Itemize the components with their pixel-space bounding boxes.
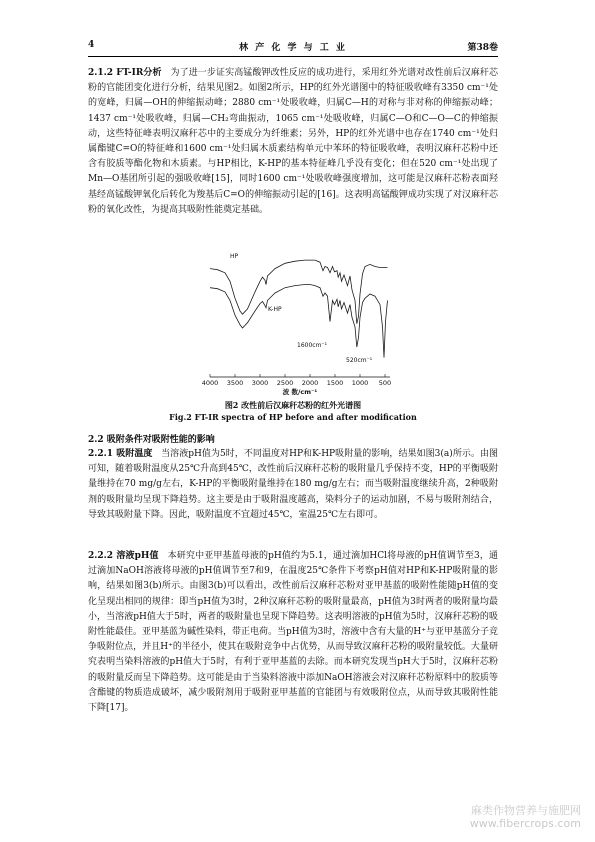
section-2-2-2-body: 本研究中亚甲基蓝母液的pH值约为5.1，通过滴加HCl将母液的pH值调节至3，通过滴加NaOH溶液将母液的pH值调节至7和9，在温度25℃条件下考察pH值对HP和K-HP吸附量的影响，结果如图3(b)所示。由图3(b)可以看出，改性前后汉麻秆芯粉对亚甲基蓝的吸附性能随pH值的变化呈现出相同的规律：即当pH值为3时，2种汉麻秆芯粉的吸附量最高，pH值为3时两者的吸附量均最小，当溶液pH值大于5时，两者的吸附量也呈现下降趋势。这表明溶液的pH值为5时，汉麻秆芯粉的吸附性能最佳。亚甲基蓝为碱性染料，带正电荷。当pH值为3时，溶液中含有大量的H⁺与亚甲基蓝分子竞争吸附位点，并且H⁺的半径小，使其在吸附竞争中占优势，从而导致汉麻秆芯粉的吸附量较低。大量研究表明当染料溶液的pH值大于5时，有利于亚甲基蓝的去除。而本研究发现当pH大于5时，汉麻秆芯粉的吸附量反而呈下降趋势。这可能是由于当染料溶液中添加NaOH溶液会对汉麻秆芯粉原料中的胶质等含酯键的物质造成破坏，减少吸附剂用于吸附亚甲基蓝的官能团与有效吸附位点，从而导致其吸附性能下降[17]。 [88,551,499,714]
figure-caption-en: Fig.2 FT-IR spectra of HP before and after modification [169,412,417,422]
ftir-chart [200,252,400,397]
x-tick-label: 4000 [201,379,219,387]
section-2-1-2-title: 2.1.2 FT-IR分析 [88,68,162,78]
volume-label: 第38卷 [467,43,498,53]
x-axis-label: 波 数/cm⁻¹ [282,388,318,396]
section-2-2-2-title: 2.2.2 溶液pH值 [88,551,159,561]
section-2-1-2-body: 为了进一步证实高锰酸钾改性反应的成功进行，采用红外光谱对改性前后汉麻秆芯粉的官能团变化进行分析，结果见图2。如图2所示，HP的红外光谱图中的特征吸收峰有3350 cm⁻¹处的宽峰，归属—OH的伸缩振动峰；2880 cm⁻¹处吸收峰，归属C—H的对称与非对称的伸缩振动峰；1437 cm⁻¹处吸收峰，归属—CH₂弯曲振动，1065 cm⁻¹处吸收峰，归属C—O和C—O—C的伸缩振动，这些特征峰表明汉麻秆芯中的主要成分为纤维素；另外，HP的红外光谱中也存在1740 cm⁻¹处归属酯键C=O的特征峰和1600 cm⁻¹处归属木质素结构单元中苯环的特征吸收峰，表明汉麻秆芯粉中还含有胶质等酯化物和木质素。与HP相比，K-HP的基本特征峰几乎没有变化；但在520 cm⁻¹处出现了Mn—O基团所引起的强吸收峰[15]，同时1600 cm⁻¹处吸收峰强度增加，这可能是汉麻秆芯粉表面羟基经高锰酸钾氧化后转化为羧基后C=O的伸缩振动引起的[16]。这表明高锰酸钾成功实现了对汉麻秆芯粉的氧化改性，为提高其吸附性能奠定基础。 [88,68,498,215]
watermark-url: www.fibercrops.com [469,817,581,830]
x-tick-label: 500 [378,379,392,387]
x-tick-label: 1500 [326,379,344,387]
journal-title: 林 产 化 学 与 工 业 [239,43,347,53]
x-axis-ticks [202,374,391,387]
x-tick-label: 3500 [226,379,244,387]
section-2-2-1-title: 2.2.1 吸附温度 [88,449,153,459]
section-2-1-2-paragraph [88,66,498,218]
watermark-site-name: 麻类作物营养与施肥网 [471,804,581,817]
section-2-2-1-body: 当溶液pH值为5时，不同温度对HP和K-HP吸附量的影响，结果如图3(a)所示。由图可知，随着吸附温度从25℃升高到45℃，改性前后汉麻秆芯粉的吸附量几乎保持不变，HP的平衡吸附量维持在70 mg/g左右，K-HP的平衡吸附量维持在180 mg/g左右；而当吸附温度继续升高，2种吸附剂的吸附量均呈现下降趋势。这主要是由于吸附温度越高，染料分子的运动加剧，不易与吸附剂结合，导致其吸附量下降。因此，吸附温度不宜超过45℃，室温25℃左右即可。 [88,449,498,520]
x-tick-label: 2500 [276,379,294,387]
x-tick-label: 2000 [301,379,319,387]
section-2-2-heading: 2.2 吸附条件对吸附性能的影响 [88,435,215,445]
section-2-2-1-paragraph [88,447,498,523]
figure-caption-cn: 图2 改性前后汉麻秆芯粉的红外光谱图 [224,400,362,410]
watermark [470,804,581,830]
x-tick-label: 1000 [351,379,369,387]
running-header [88,40,498,54]
x-tick-label: 3000 [251,379,269,387]
khp-curve-label: K-HP [268,306,282,313]
section-2-2-2-paragraph [88,549,498,716]
page-number: 4 [88,40,95,50]
hp-curve-label: HP [230,253,239,260]
header-rule [88,56,498,57]
annotation-520: 520cm⁻¹ [346,357,373,364]
annotation-1600: 1600cm⁻¹ [297,342,327,349]
